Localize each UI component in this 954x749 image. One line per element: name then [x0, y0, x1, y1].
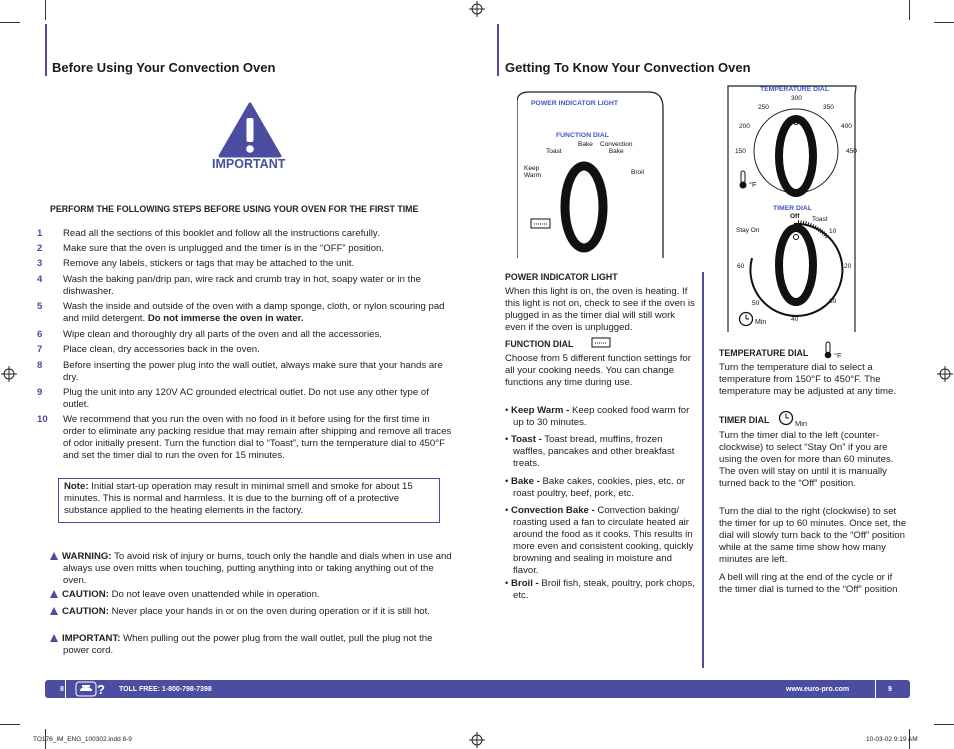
registration-mark-icon	[937, 366, 953, 382]
function-name: Broil -	[511, 578, 539, 589]
warning-icon	[50, 634, 58, 642]
warning-label: CAUTION:	[62, 606, 109, 617]
timer-unit: Min	[795, 419, 808, 428]
step-text: Make sure that the oven is unplugged and the timer is in the “OFF” position.	[63, 243, 385, 254]
timer-dial-label: TIMER DIAL	[773, 205, 812, 212]
function-name: Bake -	[511, 476, 540, 487]
warning-text: When pulling out the power plug from the wall outlet, pull the plug not the power cord.	[63, 633, 433, 656]
registration-mark-icon	[1, 366, 17, 382]
deg-f-label: °F	[749, 180, 757, 189]
timer-text-3: A bell will ring at the end of the cycle or if the timer dial is turned to the “Off” position	[719, 572, 898, 595]
step-number: 4	[37, 274, 43, 285]
timer-text-1: Turn the timer dial to the left (counter-clockwise) to select “Stay On” if you are using the oven for more than 60 minutes. The oven will stay on until it is manually turned back to the “Off” position.	[719, 430, 894, 489]
step-text: Wash the inside and outside of the oven with a damp sponge, cloth, or nylon scouring pad and mild detergent.	[63, 301, 445, 324]
function-desc: Broil fish, steak, poultry, pork chops, etc.	[513, 578, 695, 601]
warning-triangle-icon	[218, 102, 282, 158]
func-bake-label: Bake	[578, 141, 593, 148]
temperature-dial-label: TEMPERATURE DIAL	[760, 86, 829, 93]
left-section-title: Before Using Your Convection Oven	[52, 60, 276, 75]
function-item: • Keep Warm - Keep cooked food warm for up to 30 minutes.	[505, 405, 690, 428]
function-dial-label: FUNCTION DIAL	[556, 132, 609, 139]
warning-icon	[50, 590, 58, 598]
step-item	[37, 329, 452, 341]
timer-off-label: Off	[790, 213, 800, 220]
step-bold-text: Do not immerse the oven in water.	[147, 313, 304, 324]
temp-unit: °F	[834, 351, 842, 360]
step-number: 8	[37, 360, 43, 371]
timer-10-label: 10	[829, 228, 837, 235]
page-number-left: 8	[60, 686, 64, 693]
timer-text-2: Turn the dial to the right (clockwise) to set the timer for up to 60 minutes. Once set, the dial will slowly turn back to the “Off” position while at the same time show how many minutes are left.	[719, 506, 907, 565]
function-heading: FUNCTION DIAL	[505, 339, 574, 349]
svg-text:?: ?	[97, 682, 105, 697]
slug-file: TO176_IM_ENG_100302.indd 8-9	[33, 736, 132, 743]
crop-mark	[45, 0, 46, 20]
function-item: • Convection Bake - Convection baking/ roasting used a fan to circulate heated air around the food as it cooks. This results in more even and consistent cooking, quickly browning and sealing in moisture and flavor.	[505, 505, 694, 576]
temp-350-label: 350	[823, 104, 834, 111]
power-text: When this light is on, the oven is heating. If this light is not on, check to see if the oven is plugged in as the timer dial will still work even if the oven is unplugged.	[505, 286, 695, 333]
step-number: 6	[37, 329, 43, 340]
crop-mark	[934, 22, 954, 23]
step-number: 7	[37, 344, 43, 355]
power-indicator-light-label: POWER INDICATOR LIGHT	[531, 100, 618, 107]
column-rule	[702, 272, 704, 668]
important-label: IMPORTANT	[212, 157, 286, 171]
function-text: Choose from 5 different function settings for all your cooking needs. You can change functions any time during use.	[505, 353, 691, 388]
step-item	[37, 228, 452, 240]
timer-toast-label: Toast	[812, 216, 828, 223]
step-number: 5	[37, 301, 43, 312]
warning-label: WARNING:	[62, 551, 112, 562]
func-broil-label: Broil	[631, 169, 645, 176]
func-convection-bake-label: Convection Bake	[600, 141, 633, 155]
note-label: Note:	[64, 481, 89, 492]
step-text: Plug the unit into any 120V AC grounded electrical outlet. Do not use any other type of outlet.	[63, 387, 429, 410]
step-number: 3	[37, 258, 43, 269]
function-item: • Bake - Bake cakes, cookies, pies, etc. or roast poultry, beef, pork, etc.	[505, 476, 685, 499]
step-number: 9	[37, 387, 43, 398]
timer-60-label: 60	[737, 263, 745, 270]
crop-mark	[0, 22, 20, 23]
footer-divider	[65, 680, 66, 698]
temp-200-label: 200	[739, 123, 750, 130]
warning-icon	[50, 552, 58, 560]
func-keep-warm-label: Keep Warm	[524, 165, 542, 179]
function-name: Toast -	[511, 434, 542, 445]
note-text: Initial start-up operation may result in minimal smell and smoke for about 15 minutes. This is normal and harmless. It is due to the burning off of a protective substance applied to the heating elements in the factory.	[64, 481, 413, 516]
registration-mark-icon	[469, 1, 485, 17]
step-text: Wipe clean and thoroughly dry all parts of the oven and all the accessories.	[63, 329, 382, 340]
step-item	[37, 387, 452, 411]
clock-icon	[778, 410, 794, 426]
warning-icon	[50, 607, 58, 615]
footer-divider	[875, 680, 876, 698]
timer-20-label: 20	[844, 263, 852, 270]
step-text: Read all the sections of this booklet and follow all the instructions carefully.	[63, 228, 380, 239]
warning-label: CAUTION:	[62, 589, 109, 600]
temp-150-label: 150	[735, 148, 746, 155]
step-number: 10	[37, 414, 48, 425]
section-rule	[497, 24, 499, 76]
warning-item	[50, 551, 452, 587]
function-item: • Broil - Broil fish, steak, poultry, pork chops, etc.	[505, 578, 695, 601]
step-item	[37, 274, 452, 298]
step-item	[37, 243, 452, 255]
function-desc: Toast bread, muffins, frozen waffles, pancakes and other breakfast treats.	[513, 434, 675, 469]
function-desc: Convection baking/ roasting used a fan to circulate heated air around the food as it cooks. This results in more even and consistent cooking, quickly browning and sealing in moisture and flavor.	[513, 505, 694, 576]
section-rule	[45, 24, 47, 76]
function-desc: Keep cooked food warm for up to 30 minutes.	[513, 405, 690, 428]
function-item: • Toast - Toast bread, muffins, frozen waffles, pancakes and other breakfast treats.	[505, 434, 675, 469]
temp-text: Turn the temperature dial to select a temperature from 150°F to 450°F. The temperature may be adjusted at any time.	[719, 362, 897, 397]
timer-40-label: 40	[791, 316, 799, 323]
clock-icon	[738, 311, 754, 327]
step-item	[37, 344, 452, 356]
step-number: 2	[37, 243, 43, 254]
timer-stay-on-label: Stay On	[736, 227, 760, 234]
page-number-right: 9	[888, 686, 892, 693]
warning-item	[50, 606, 452, 618]
temp-300-label: 300	[791, 95, 802, 102]
step-text: Before inserting the power plug into the wall outlet, always make sure that your hands are dry.	[63, 360, 443, 383]
step-number: 1	[37, 228, 43, 239]
right-section-title: Getting To Know Your Convection Oven	[505, 60, 751, 75]
step-item	[37, 414, 452, 462]
timer-min-label: Min	[755, 319, 767, 326]
temp-heading: TEMPERATURE DIAL	[719, 348, 809, 358]
step-item	[37, 360, 452, 384]
func-toast-label: Toast	[546, 148, 562, 155]
power-heading: POWER INDICATOR LIGHT	[505, 272, 618, 282]
timer-50-label: 50	[752, 300, 760, 307]
note-box	[58, 478, 440, 523]
registration-mark-icon	[469, 732, 485, 748]
website-link[interactable]: www.euro-pro.com	[786, 686, 850, 693]
temp-400-label: 400	[841, 123, 852, 130]
slug-date: 10-03-02 9:19 AM	[866, 736, 918, 743]
warning-label: IMPORTANT:	[62, 633, 121, 644]
timer-heading: TIMER DIAL	[719, 415, 770, 425]
function-desc: Bake cakes, cookies, pies, etc. or roast poultry, beef, pork, etc.	[513, 476, 685, 499]
warning-text: Do not leave oven unattended while in operation.	[111, 589, 320, 600]
temp-450-label: 450	[846, 148, 857, 155]
step-item	[37, 258, 452, 270]
warning-item	[50, 589, 452, 601]
steps-heading: PERFORM THE FOLLOWING STEPS BEFORE USING YOUR OVEN FOR THE FIRST TIME	[50, 204, 419, 214]
warning-text: Never place your hands in or on the oven during operation or if it is still hot.	[111, 606, 430, 617]
crop-mark	[909, 0, 910, 20]
temp-250-label: 250	[758, 104, 769, 111]
thermometer-icon	[738, 170, 748, 190]
crop-mark	[934, 724, 954, 725]
step-item	[37, 301, 452, 325]
footer-bar	[45, 680, 910, 698]
warning-item	[50, 633, 452, 657]
function-name: Keep Warm -	[511, 405, 570, 416]
crop-mark	[0, 724, 20, 725]
step-text: Place clean, dry accessories back in the oven.	[63, 344, 260, 355]
power-light-icon	[591, 337, 611, 348]
step-text: Remove any labels, stickers or tags that may be attached to the unit.	[63, 258, 355, 269]
thermometer-icon	[823, 341, 833, 359]
phone-help-icon	[75, 681, 109, 697]
function-name: Convection Bake -	[511, 505, 595, 516]
step-text: Wash the baking pan/drip pan, wire rack and crumb tray in hot, soapy water or in the dishwasher.	[63, 274, 421, 297]
warning-text: To avoid risk of injury or burns, touch only the handle and dials when in use and always use oven mitts when touching, putting anything into or taking anything out of the oven.	[63, 551, 452, 586]
step-text: We recommend that you run the oven with no food in it before using for the first time in order to eliminate any packing residue that may remain after shipping and remove all traces of odor initially present. Turn the function dial to “Toast”, turn the temperature dial to 450°F and set the timer dial to run the oven for 15 minutes.	[63, 414, 452, 461]
toll-free-number: TOLL FREE: 1-800-798-7398	[119, 686, 212, 693]
timer-30-label: 30	[829, 298, 837, 305]
